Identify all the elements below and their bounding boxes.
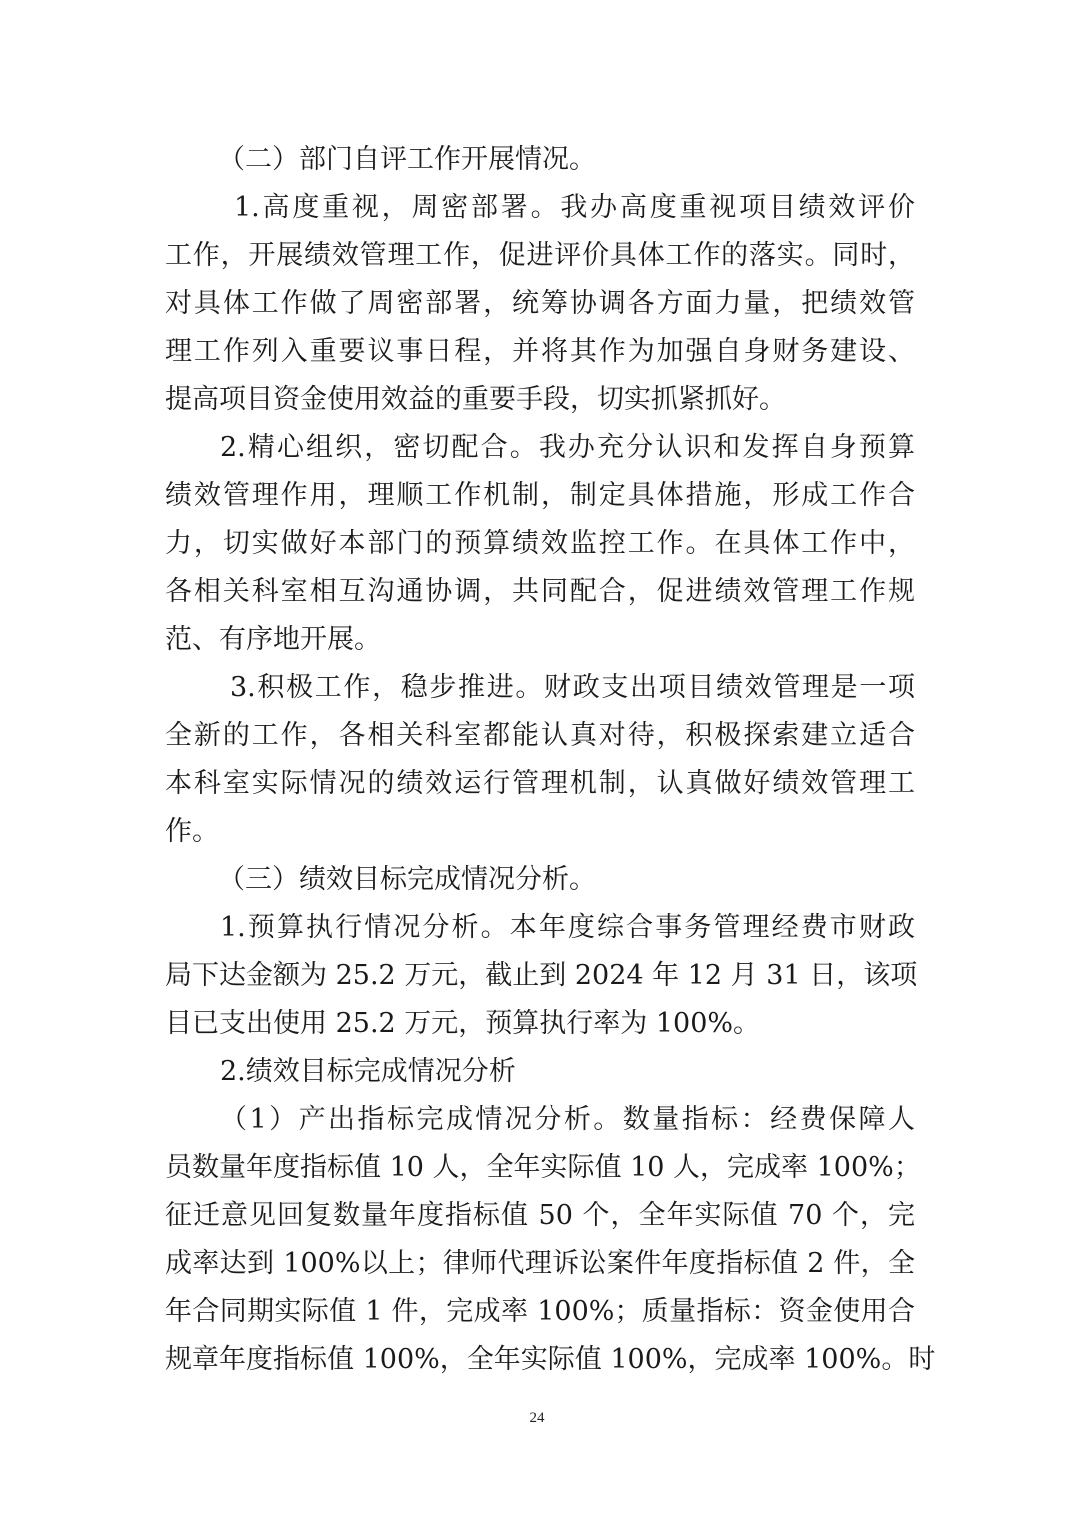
paragraph-line: 理工作列入重要议事日程，并将其作为加强自身财务建设、	[165, 336, 915, 367]
paragraph-line: （1）产出指标完成情况分析。数量指标：经费保障人	[220, 1104, 915, 1135]
paragraph-line: 1.高度重视，周密部署。我办高度重视项目绩效评价	[234, 192, 915, 223]
paragraph-line: 年合同期实际值 1 件，完成率 100%；质量指标：资金使用合	[165, 1296, 915, 1327]
paragraph-line: 全新的工作，各相关科室都能认真对待，积极探索建立适合	[165, 720, 915, 751]
paragraph-line: 范、有序地开展。	[165, 624, 381, 655]
paragraph-line: 工作，开展绩效管理工作，促进评价具体工作的落实。同时，	[165, 240, 915, 271]
paragraph-line: 绩效管理作用，理顺工作机制，制定具体措施，形成工作合	[165, 480, 915, 511]
subsection-heading: 2.绩效目标完成情况分析	[220, 1056, 516, 1087]
paragraph-line: 征迁意见回复数量年度指标值 50 个，全年实际值 70 个，完	[165, 1200, 915, 1231]
section-heading: （二）部门自评工作开展情况。	[218, 144, 596, 175]
paragraph-line: 成率达到 100%以上；律师代理诉讼案件年度指标值 2 件，全	[165, 1248, 915, 1279]
paragraph-line: 作。	[165, 816, 219, 847]
section-heading: （三）绩效目标完成情况分析。	[218, 864, 596, 895]
paragraph-line: 2.精心组织，密切配合。我办充分认识和发挥自身预算	[220, 432, 915, 463]
paragraph-line: 各相关科室相互沟通协调，共同配合，促进绩效管理工作规	[165, 576, 915, 607]
paragraph-line: 本科室实际情况的绩效运行管理机制，认真做好绩效管理工	[165, 768, 915, 799]
paragraph-line: 1.预算执行情况分析。本年度综合事务管理经费市财政	[220, 912, 915, 943]
paragraph-line: 目已支出使用 25.2 万元，预算执行率为 100%。	[165, 1008, 761, 1039]
paragraph-line: 规章年度指标值 100%，全年实际值 100%，完成率 100%。时	[165, 1344, 936, 1375]
paragraph-line: 对具体工作做了周密部署，统筹协调各方面力量，把绩效管	[165, 288, 915, 319]
paragraph-line: 局下达金额为 25.2 万元，截止到 2024 年 12 月 31 日，该项	[165, 960, 918, 991]
paragraph-line: 员数量年度指标值 10 人，全年实际值 10 人，完成率 100%；	[165, 1152, 921, 1183]
paragraph-line: 提高项目资金使用效益的重要手段，切实抓紧抓好。	[165, 384, 786, 415]
page-number: 24	[529, 1410, 545, 1426]
paragraph-line: 3.积极工作，稳步推进。财政支出项目绩效管理是一项	[230, 672, 915, 703]
paragraph-line: 力，切实做好本部门的预算绩效监控工作。在具体工作中，	[165, 528, 915, 559]
